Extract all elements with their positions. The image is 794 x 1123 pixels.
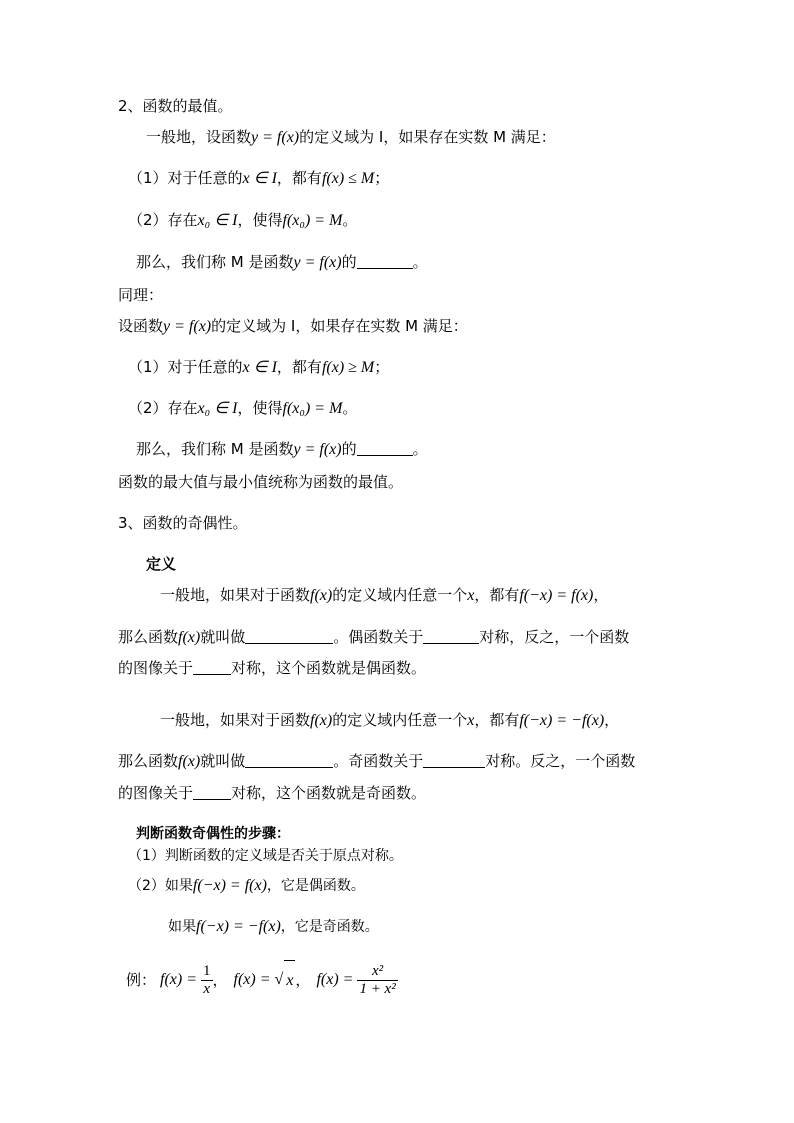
text: 的图像关于 — [118, 784, 194, 802]
text: 就叫做 — [200, 752, 246, 770]
math: y = f(x) — [293, 254, 342, 271]
text: （2）存在 — [128, 399, 198, 417]
answer-blank[interactable] — [357, 441, 413, 456]
odd-graph-line — [118, 783, 426, 803]
text: ，使得 — [237, 399, 283, 417]
math: x₀ ∈ I — [197, 400, 238, 417]
text: 。 — [342, 399, 358, 417]
min-condition-1 — [128, 357, 389, 378]
text: ，都有 — [474, 586, 520, 604]
sqrt-icon: √ — [274, 971, 284, 988]
math: f(x₀) = M — [282, 212, 343, 229]
section-3-heading: 3、函数的奇偶性。 — [118, 514, 248, 532]
text: ，都有 — [276, 358, 322, 376]
text: 对称，这个函数就是奇函数。 — [231, 784, 427, 802]
text: 的 — [341, 440, 357, 458]
math: f(x) = — [160, 971, 198, 988]
text: 的图像关于 — [118, 659, 194, 677]
text: （2）存在 — [128, 211, 198, 229]
text: 一般地，如果对于函数 — [160, 586, 311, 604]
math: f(−x) = −f(x) — [196, 918, 281, 935]
text: ， — [295, 971, 311, 989]
math: f(x) ≥ M — [321, 359, 375, 376]
extrema-summary: 函数的最大值与最小值统称为函数的最值。 — [118, 473, 404, 491]
text: ， — [604, 711, 620, 729]
math: f(−x) = −f(x) — [519, 712, 605, 729]
text: （1）对于任意的 — [128, 358, 243, 376]
text: 那么函数 — [118, 628, 179, 646]
answer-blank[interactable] — [423, 753, 485, 768]
text: ， — [212, 971, 228, 989]
step-2 — [128, 876, 365, 896]
math: y = f(x) — [251, 129, 300, 146]
min-condition-2 — [128, 398, 357, 419]
example-line — [126, 958, 398, 1002]
step-3 — [168, 917, 379, 937]
text: 如果 — [168, 919, 196, 935]
text: ，它是奇函数。 — [280, 919, 379, 935]
text: 对称，这个函数就是偶函数。 — [231, 659, 427, 677]
answer-blank[interactable] — [423, 629, 479, 644]
text: ； — [374, 169, 390, 187]
max-definition-intro — [146, 127, 556, 148]
text: 。 — [342, 211, 358, 229]
definition-label: 定义 — [146, 555, 177, 573]
answer-blank[interactable] — [357, 254, 413, 269]
text: 的定义域内任意一个 — [332, 586, 468, 604]
step-1: （1）判断函数的定义域是否关于原点对称。 — [128, 848, 403, 864]
text: ，都有 — [474, 711, 520, 729]
text: 对称。反之，一个函数 — [485, 752, 636, 770]
text: 。 — [412, 440, 428, 458]
even-graph-line — [118, 658, 426, 678]
text: 的 — [341, 253, 357, 271]
math: x ∈ I — [242, 170, 277, 187]
text: ，都有 — [276, 169, 322, 187]
text: 就叫做 — [200, 628, 246, 646]
denominator: 1 + x² — [359, 980, 396, 997]
steps-title: 判断函数奇偶性的步骤： — [136, 826, 290, 842]
math: f(x) = — [233, 971, 271, 988]
numerator: x² — [357, 963, 397, 981]
text: ，使得 — [237, 211, 283, 229]
text: 那么，我们称 M 是函数 — [136, 440, 294, 458]
text: ； — [374, 358, 390, 376]
numerator: 1 — [203, 962, 211, 979]
radicand: x — [284, 960, 295, 1001]
denominator: x — [203, 980, 211, 997]
text: 那么函数 — [118, 752, 179, 770]
text: 。偶函数关于 — [333, 628, 424, 646]
math: f(−x) = f(x) — [192, 877, 267, 894]
text: 那么，我们称 M 是函数 — [136, 253, 294, 271]
text: ，它是偶函数。 — [266, 878, 365, 894]
math: x — [467, 587, 475, 604]
math: x ∈ I — [242, 359, 277, 376]
max-condition-1 — [128, 168, 389, 189]
text: （2）如果 — [128, 878, 193, 894]
math: f(x) — [178, 629, 201, 646]
math: f(x) = — [316, 971, 354, 988]
max-conclusion — [136, 252, 428, 273]
max-condition-2 — [128, 210, 357, 231]
even-definition — [160, 585, 608, 606]
math: y = f(x) — [163, 318, 212, 335]
text: 。奇函数关于 — [333, 752, 424, 770]
fraction-x2-over-1-plus-x2 — [357, 963, 397, 998]
answer-blank[interactable] — [245, 629, 333, 644]
text: （1）对于任意的 — [128, 169, 243, 187]
text: 的定义域内任意一个 — [332, 711, 468, 729]
text: 。 — [412, 253, 428, 271]
min-conclusion — [136, 439, 428, 460]
min-definition-intro — [118, 316, 468, 337]
fraction-one-over-x — [201, 963, 213, 998]
text: 例： — [126, 971, 157, 989]
text: 设函数 — [118, 317, 164, 335]
odd-definition — [160, 710, 619, 731]
math: f(x) ≤ M — [321, 170, 375, 187]
answer-blank[interactable] — [193, 660, 231, 675]
text: 一般地，设函数 — [146, 128, 252, 146]
answer-blank[interactable] — [245, 753, 333, 768]
text: 的定义域为 I，如果存在实数 M 满足： — [299, 128, 556, 146]
answer-blank[interactable] — [193, 785, 231, 800]
math: f(−x) = f(x) — [519, 587, 594, 604]
section-2-heading: 2、函数的最值。 — [118, 97, 233, 115]
math: f(x₀) = M — [282, 400, 343, 417]
text: 一般地，如果对于函数 — [160, 711, 311, 729]
math: x — [467, 712, 475, 729]
text: 的定义域为 I，如果存在实数 M 满足： — [211, 317, 468, 335]
text: ， — [593, 586, 609, 604]
likewise-label: 同理： — [118, 286, 164, 304]
math: f(x) — [310, 712, 333, 729]
math: f(x) — [178, 753, 201, 770]
math: y = f(x) — [293, 441, 342, 458]
odd-then-line — [118, 751, 635, 772]
text: 对称，反之，一个函数 — [479, 628, 630, 646]
math: f(x) — [310, 587, 333, 604]
math: x₀ ∈ I — [197, 212, 238, 229]
even-then-line — [118, 627, 629, 648]
